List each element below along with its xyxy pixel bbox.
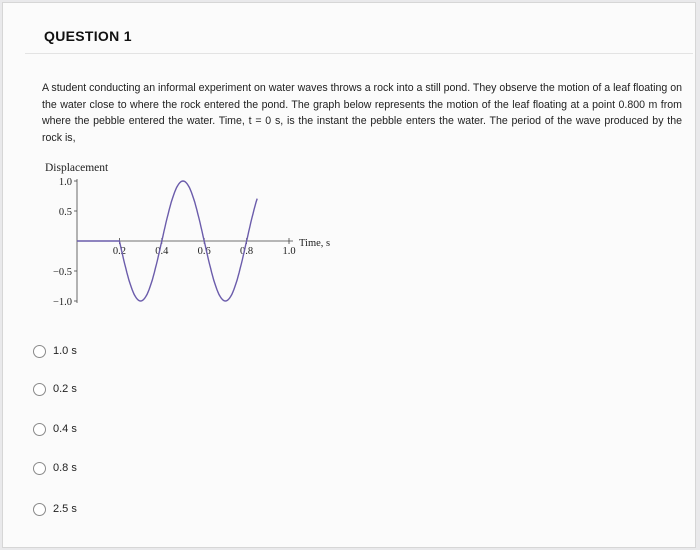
- option-2[interactable]: [33, 380, 233, 398]
- option-label: 0.8 s: [53, 462, 77, 474]
- title-divider: [25, 53, 693, 54]
- option-4[interactable]: [33, 459, 233, 477]
- option-3[interactable]: [33, 420, 233, 438]
- radio-button[interactable]: [33, 503, 46, 516]
- radio-button[interactable]: [33, 423, 46, 436]
- y-tick-label: −1.0: [52, 297, 72, 308]
- option-label: 0.4 s: [53, 423, 77, 435]
- x-axis-label: Time, s: [299, 238, 331, 249]
- x-tick-label: 0.2: [112, 246, 126, 257]
- x-tick-label: 0.6: [197, 246, 211, 257]
- y-tick-label: 1.0: [58, 177, 72, 188]
- question-card: [2, 2, 696, 548]
- option-5[interactable]: [33, 500, 233, 518]
- radio-button[interactable]: [33, 462, 46, 475]
- y-axis-label: Displacement: [45, 162, 109, 174]
- question-title: QUESTION 1: [44, 28, 132, 44]
- x-tick-label: 1.0: [282, 246, 296, 257]
- option-1[interactable]: [33, 342, 233, 360]
- displacement-time-graph: [33, 153, 363, 328]
- question-text: A student conducting an informal experiment on water waves throws a rock into a still pond. They observe the motion of a leaf floating on the water close to where the rock entered the pond. The graph below represents the motion of the leaf floating at a point 0.800 m from where the pebble entered the water. Time, t = 0 s, is the instant the pebble enters the water. The period of the wave produced by the rock is,: [42, 82, 682, 144]
- option-label: 2.5 s: [53, 503, 77, 515]
- option-label: 1.0 s: [53, 345, 77, 357]
- radio-button[interactable]: [33, 383, 46, 396]
- x-tick-label: 0.8: [240, 246, 254, 257]
- radio-button[interactable]: [33, 345, 46, 358]
- x-tick-label: 0.4: [155, 246, 169, 257]
- option-label: 0.2 s: [53, 383, 77, 395]
- y-tick-label: −0.5: [52, 267, 72, 278]
- y-tick-label: 0.5: [58, 207, 72, 218]
